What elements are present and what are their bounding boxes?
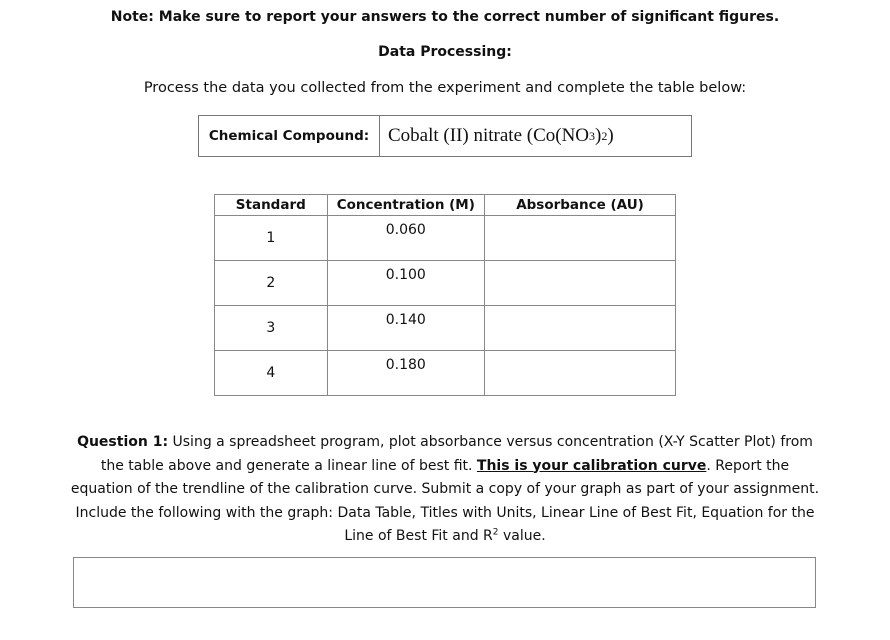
question-text: Using a spreadsheet program, plot absorbance versus concentration (X-Y Scatter Plot) from the table above and generate a linear line of best fit. (100, 434, 813, 474)
absorbance-input-cell[interactable] (485, 261, 676, 306)
table-row (215, 351, 676, 396)
compound-value (380, 116, 691, 156)
concentration-value: 0.140 (385, 312, 426, 328)
instruction-text: Process the data you collected from the experiment and complete the table below: (143, 80, 747, 96)
concentration-cell (327, 261, 484, 306)
table-row (215, 216, 676, 261)
data-table (214, 194, 676, 396)
question-1 (70, 431, 820, 549)
standard-value: 3 (266, 320, 276, 336)
compound-name-part: ) (607, 125, 614, 146)
compound-name-part: ) (595, 125, 602, 146)
section-title: Data Processing: (378, 44, 512, 60)
table-row (215, 261, 676, 306)
standard-cell (215, 261, 328, 306)
concentration-value: 0.100 (385, 267, 426, 283)
standard-value: 4 (266, 365, 276, 381)
absorbance-input-cell[interactable] (485, 351, 676, 396)
significant-figures-note: Note: Make sure to report your answers to the correct number of significant figures. (110, 9, 780, 25)
question-label: Question 1: (77, 434, 169, 450)
absorbance-input-cell[interactable] (485, 216, 676, 261)
calibration-curve-emphasis: This is your calibration curve (476, 457, 707, 474)
concentration-cell (327, 306, 484, 351)
table-header-row (215, 195, 676, 216)
compound-subscript-2: 2 (601, 128, 608, 143)
standard-cell (215, 216, 328, 261)
compound-label: Chemical Compound: (199, 116, 380, 156)
header-standard: Standard (215, 195, 328, 216)
chemical-compound-box (198, 115, 692, 157)
standard-value: 1 (266, 230, 276, 246)
concentration-value: 0.180 (385, 357, 426, 373)
standard-value: 2 (266, 275, 276, 291)
standard-cell (215, 306, 328, 351)
header-absorbance: Absorbance (AU) (485, 195, 676, 216)
table-row (215, 306, 676, 351)
concentration-cell (327, 216, 484, 261)
concentration-value: 0.060 (385, 222, 426, 238)
answer-input-box[interactable] (73, 557, 816, 608)
question-text: . Report the equation of the trendline of the calibration curve. Submit a copy of your graph as part of your assignment. Include the following with the graph: Data Table, Titles with Units, Linear Line of Best Fit, Equation for the Line of Best Fit and R (70, 457, 820, 544)
r-squared-superscript: 2 (492, 527, 499, 538)
compound-name-part: Cobalt (II) nitrate (Co(NO (388, 125, 590, 146)
compound-subscript-3: 3 (589, 128, 596, 143)
absorbance-input-cell[interactable] (485, 306, 676, 351)
question-text: value. (498, 528, 546, 544)
header-concentration: Concentration (M) (327, 195, 484, 216)
concentration-cell (327, 351, 484, 396)
standard-cell (215, 351, 328, 396)
